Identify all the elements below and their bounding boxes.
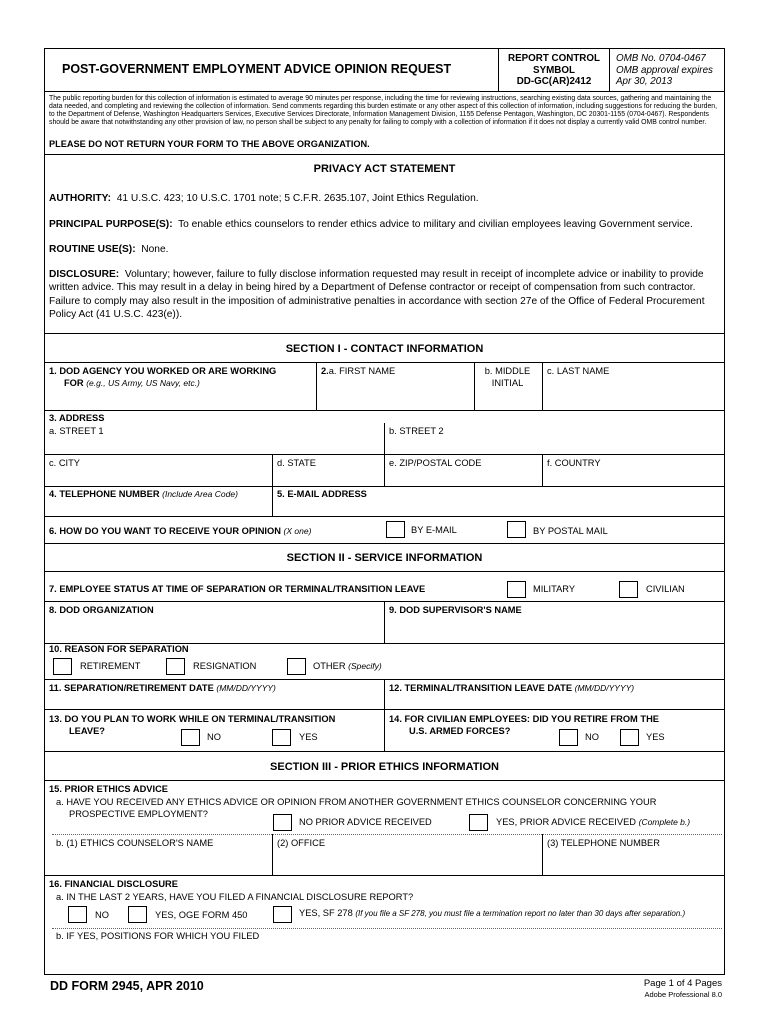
retirement-label: RETIREMENT — [80, 661, 141, 671]
report-control-symbol: REPORT CONTROL SYMBOL DD-GC(AR)2412 — [508, 53, 600, 88]
email-input[interactable] — [274, 501, 722, 516]
r3c-div-3 — [542, 454, 543, 487]
field-16b-label: b. IF YES, POSITIONS FOR WHICH YOU FILED — [56, 931, 260, 941]
armed-forces-yes-label: YES — [646, 732, 665, 742]
work-on-leave-yes-checkbox[interactable] — [272, 729, 291, 746]
burden-bottom-line — [44, 154, 725, 155]
no-prior-advice-label: NO PRIOR ADVICE RECEIVED — [299, 817, 432, 827]
field-3d-label: d. STATE — [277, 458, 316, 468]
r4-bottom — [44, 516, 725, 517]
ethics-phone-input[interactable] — [544, 851, 722, 875]
field-1-label: 1. DOD AGENCY YOU WORKED OR ARE WORKING FOR (e.g., US Army, US Navy, etc.) — [49, 366, 277, 388]
section2-heading: SECTION II - SERVICE INFORMATION — [286, 552, 483, 564]
field-2c-label: c. LAST NAME — [547, 366, 610, 376]
r3c-bottom — [44, 486, 725, 487]
field-15-label: 15. PRIOR ETHICS ADVICE — [49, 784, 168, 794]
military-label: MILITARY — [533, 584, 576, 594]
field-15b3-label: (3) TELEPHONE NUMBER — [547, 838, 660, 848]
armed-forces-no-label: NO — [585, 732, 599, 742]
field-5-label: 5. E-MAIL ADDRESS — [277, 489, 367, 499]
field-2a-label: 2.a. FIRST NAME — [321, 366, 396, 376]
s1-heading-line — [44, 362, 725, 363]
field-16a-label: a. IN THE LAST 2 YEARS, HAVE YOU FILED A FINANCIAL DISCLOSURE REPORT? — [56, 892, 414, 902]
first-name-input[interactable] — [318, 380, 473, 410]
disclosure-label: DISCLOSURE: — [49, 269, 120, 280]
field-3c-label: c. CITY — [49, 458, 80, 468]
field-15b2-label: (2) OFFICE — [277, 838, 326, 848]
form-title: POST-GOVERNMENT EMPLOYMENT ADVICE OPINION REQUEST — [62, 62, 452, 76]
header-bottom-line — [44, 91, 725, 92]
receive-by-email-checkbox[interactable] — [386, 521, 405, 538]
ethics-office-input[interactable] — [274, 851, 540, 875]
middle-initial-input[interactable] — [476, 390, 541, 410]
disclosure-oge450-checkbox[interactable] — [128, 906, 147, 923]
field-11-label: 11. SEPARATION/RETIREMENT DATE (MM/DD/YYYY) — [49, 683, 276, 693]
country-input[interactable] — [544, 470, 722, 486]
dod-organization-input[interactable] — [46, 618, 382, 643]
street-1-input[interactable] — [46, 438, 382, 454]
civilian-label: CIVILIAN — [646, 584, 685, 594]
field-3f-label: f. COUNTRY — [547, 458, 601, 468]
other-reason-label: OTHER (Specify) — [313, 661, 382, 671]
r1-bottom — [44, 410, 725, 411]
telephone-input[interactable] — [46, 501, 270, 516]
header-divider-2 — [609, 48, 610, 91]
page-number: Page 1 of 4 Pages — [643, 978, 722, 989]
yes-prior-advice-label: YES, PRIOR ADVICE RECEIVED (Complete b.) — [496, 817, 691, 827]
supervisor-name-input[interactable] — [386, 618, 722, 643]
burden-statement: The public reporting burden for this collection of information is estimated to average 90 minutes per response, including the time for reviewing instructions, searching existing data sources, gathering and maintaining the data needed, and completing and reviewing the collection of information. Send comments regarding this burden estimate or any other aspect of this collection of information, including suggestions for reducing the burden, to the Department of Defense, Washington Headquarters Services, Executive Services Directorate, Information Management Division, 1155 Defense Pentagon, Washington, DC 20301-1155 (0704-0467). Respondents should be aware that notwithstanding any other provision of law, no person shall be subject to any penalty for failing to comply with a collection of information if it does not display a currently valid OMB control number. — [49, 95, 718, 127]
frame-right — [724, 48, 725, 975]
disclosure-sf278-checkbox[interactable] — [273, 906, 292, 923]
city-input[interactable] — [46, 470, 270, 486]
disclosure — [49, 268, 721, 321]
r3c-div-1 — [272, 454, 273, 487]
other-reason-input[interactable] — [390, 659, 720, 676]
r6-bottom — [44, 543, 725, 544]
last-name-input[interactable] — [544, 380, 722, 410]
yes-prior-advice-checkbox[interactable] — [469, 814, 488, 831]
field-3a-label: a. STREET 1 — [49, 426, 104, 436]
field-3-label: 3. ADDRESS — [49, 413, 105, 423]
field-16-label: 16. FINANCIAL DISCLOSURE — [49, 879, 178, 889]
positions-filed-input[interactable] — [46, 944, 722, 972]
receive-by-email-label: BY E-MAIL — [411, 525, 457, 535]
field-4-label: 4. TELEPHONE NUMBER (Include Area Code) — [49, 489, 238, 499]
civilian-checkbox[interactable] — [619, 581, 638, 598]
disclosure-oge450-label: YES, OGE FORM 450 — [155, 910, 248, 920]
frame-left — [44, 48, 45, 975]
work-on-leave-no-label: NO — [207, 732, 221, 742]
field-9-label: 9. DOD SUPERVISOR'S NAME — [389, 605, 522, 615]
privacy-bottom-line — [44, 333, 725, 334]
r3c-div-2 — [384, 454, 385, 487]
separation-date-input[interactable] — [46, 696, 382, 709]
routine-uses — [49, 243, 719, 256]
do-not-return-notice: PLEASE DO NOT RETURN YOUR FORM TO THE ABOVE ORGANIZATION. — [49, 139, 370, 149]
receive-by-postal-label: BY POSTAL MAIL — [533, 526, 608, 536]
r8-div — [384, 601, 385, 644]
section3-heading: SECTION III - PRIOR ETHICS INFORMATION — [270, 761, 499, 773]
r13-div — [384, 709, 385, 752]
r1-div-3 — [542, 362, 543, 411]
r13-bottom — [44, 751, 725, 752]
frame-top — [44, 48, 725, 49]
work-on-leave-yes-label: YES — [299, 732, 318, 742]
r3-div — [384, 423, 385, 455]
armed-forces-yes-checkbox[interactable] — [620, 729, 639, 746]
r4-div — [272, 486, 273, 517]
field-14-label: 14. FOR CIVILIAN EMPLOYEES: DID YOU RETIRE FROM THE U.S. ARMED FORCES? — [389, 714, 659, 736]
field-15b1-label: b. (1) ETHICS COUNSELOR'S NAME — [56, 838, 214, 848]
purpose-label: PRINCIPAL PURPOSE(S): — [49, 219, 173, 230]
resignation-checkbox[interactable] — [166, 658, 185, 675]
field-7-label: 7. EMPLOYEE STATUS AT TIME OF SEPARATION OR TERMINAL/TRANSITION LEAVE — [49, 584, 426, 594]
military-checkbox[interactable] — [507, 581, 526, 598]
authority-text: 41 U.S.C. 423; 10 U.S.C. 1701 note; 5 C.F.R. 2635.107, Joint Ethics Regulation. — [116, 193, 479, 204]
disclosure-sf278-label: YES, SF 278 (If you file a SF 278, you must file a termination report no later than 30 days after separation.) — [299, 908, 686, 918]
principal-purpose — [49, 218, 719, 231]
r15b-div-2 — [542, 834, 543, 876]
privacy-heading: PRIVACY ACT STATEMENT — [313, 163, 456, 175]
retirement-checkbox[interactable] — [53, 658, 72, 675]
disclosure-text: Voluntary; however, failure to fully disclose information requested may result in receipt of incomplete advice or inability to provide written advice. This may result in a delay in being hired by a Department of Defense contractor or receipt of compensation from such contractor. Failure to comply may also result in the imposition of administrative penalties in accordance with section 27e of the Office of Federal Procurement Policy Act (41 U.S.C. 423(e)). — [49, 269, 705, 320]
zip-input[interactable] — [386, 470, 540, 486]
field-3b-label: b. STREET 2 — [389, 426, 444, 436]
field-3e-label: e. ZIP/POSTAL CODE — [389, 458, 482, 468]
r15-bottom — [44, 875, 725, 876]
r1-div-1 — [316, 362, 317, 411]
field-13-label: 13. DO YOU PLAN TO WORK WHILE ON TERMINAL/TRANSITION LEAVE? — [49, 714, 336, 736]
software-credit: Adobe Professional 8.0 — [644, 990, 722, 999]
field-2b-label: b. MIDDLE INITIAL — [484, 366, 531, 388]
b15-dotted-top — [52, 834, 722, 835]
resignation-label: RESIGNATION — [193, 661, 257, 671]
s3-heading-line — [44, 780, 725, 781]
disclosure-no-label: NO — [95, 910, 109, 920]
section1-heading: SECTION I - CONTACT INFORMATION — [285, 343, 484, 355]
state-input[interactable] — [274, 470, 382, 486]
omb-approval: OMB No. 0704-0467 OMB approval expires Apr 30, 2013 — [616, 53, 713, 88]
authority-label: AUTHORITY: — [49, 193, 112, 204]
receive-by-postal-checkbox[interactable] — [507, 521, 526, 538]
other-reason-checkbox[interactable] — [287, 658, 306, 675]
purpose-text: To enable ethics counselors to render ethics advice to military and civilian employees leaving Government service. — [178, 219, 693, 230]
leave-date-input[interactable] — [386, 696, 722, 709]
routine-text: None. — [141, 244, 169, 255]
r1-div-2 — [474, 362, 475, 411]
s2-heading-line — [44, 571, 725, 572]
no-prior-advice-checkbox[interactable] — [273, 814, 292, 831]
r15b-div-1 — [272, 834, 273, 876]
r11-div — [384, 679, 385, 710]
ethics-counselor-name-input[interactable] — [46, 851, 270, 875]
field-15a-label: a. HAVE YOU RECEIVED ANY ETHICS ADVICE OR OPINION FROM ANOTHER GOVERNMENT ETHICS COUNSELOR CONCERNING YOUR PROSPECTIVE EMPLOYMENT? — [56, 797, 657, 819]
field-12-label: 12. TERMINAL/TRANSITION LEAVE DATE (MM/DD/YYYY) — [389, 683, 635, 693]
field-10-label: 10. REASON FOR SEPARATION — [49, 644, 189, 654]
routine-label: ROUTINE USE(S): — [49, 244, 136, 255]
dod-agency-input[interactable] — [46, 390, 314, 410]
frame-bottom — [44, 974, 725, 975]
field-6-label: 6. HOW DO YOU WANT TO RECEIVE YOUR OPINION (X one) — [49, 526, 312, 536]
form-number: DD FORM 2945, APR 2010 — [50, 979, 204, 993]
field-8-label: 8. DOD ORGANIZATION — [49, 605, 154, 615]
street-2-input[interactable] — [386, 438, 722, 454]
authority — [49, 192, 719, 205]
armed-forces-no-checkbox[interactable] — [559, 729, 578, 746]
work-on-leave-no-checkbox[interactable] — [181, 729, 200, 746]
f16-dotted — [52, 928, 722, 929]
disclosure-no-checkbox[interactable] — [68, 906, 87, 923]
